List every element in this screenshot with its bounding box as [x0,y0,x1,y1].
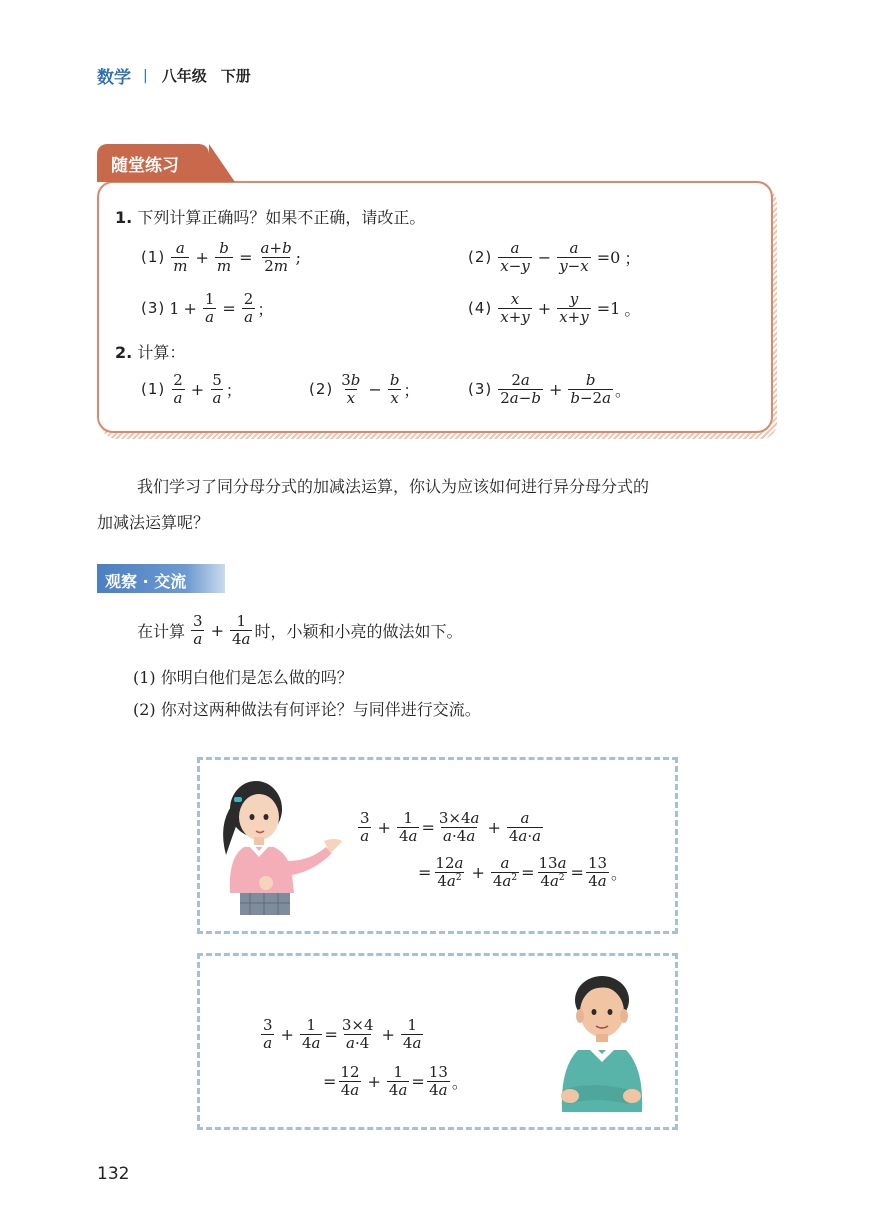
q1-item-4-end: 。 [624,299,641,319]
q1-item-3-label: (3) [141,299,166,317]
q2-item-2-end: ； [403,380,420,400]
subject-label: 数学 [97,68,131,88]
q1-item-1-label: (1) [141,248,166,266]
question-2-number: 2. [115,343,133,362]
volume-label: 下册 [220,67,251,85]
grade-label: 八年级 [161,67,207,85]
fraction: $\frac{1}{4a}$ [231,612,251,648]
observe-intro-post: 时，小颖和小亮的做法如下。 [254,621,463,641]
q2-item-3-label: (3) [468,380,493,398]
fraction: $\frac{b}{m}$ [216,239,232,275]
running-header [97,63,251,88]
fraction: $\frac{12}{4a}$ [340,1063,360,1099]
fraction: $\frac{13}{4a}$ [587,854,608,890]
paragraph-line-2: 加减法运算呢？ [97,513,210,532]
fraction: $\frac{a}{m}$ [173,239,188,275]
observe-intro-pre: 在计算 [137,621,186,641]
girl-solution-line-2: = $\frac{12a}{4a^2}$ + $\frac{a}{4a^2}$ = $\frac{13a}{4a^2}$ = $\frac{13}{4a}$ 。 [418,854,628,890]
question-1-number: 1. [115,208,133,227]
q2-item-3: (3) $\frac{2a}{2a-b}$ + $\frac{b}{b-2a}$ 。 [468,371,632,407]
q1-item-2-end: ； [624,248,641,268]
fraction: $\frac{y}{x+y}$ [559,290,589,326]
fraction: $\frac{13}{4a}$ [428,1063,448,1099]
boy-solution-line-2: = $\frac{12}{4a}$ + $\frac{1}{4a}$ = $\frac{13}{4a}$ 。 [323,1063,468,1099]
q2-item-2-label: (2) [309,380,334,398]
boy-solution-line-1: $\frac{3}{a}$ + $\frac{1}{4a}$ = $\frac{3\times 4}{a\cdot 4}$ + $\frac{1}{4a}$ [263,1016,422,1052]
observe-question-1: (1) 你明白他们是怎么做的吗？ [133,668,353,687]
q2-item-3-end: 。 [615,380,632,400]
q1-item-4: (4) $\frac{x}{x+y}$ + $\frac{y}{x+y}$ =1 。 [468,290,641,326]
fraction: $\frac{13a}{4a^2}$ [538,854,567,890]
question-2-text: 计算： [137,343,186,362]
q2-item-2: (2) $\frac{3b}{x}$ − $\frac{b}{x}$ ； [309,371,420,407]
fraction: $\frac{3}{a}$ [193,612,203,648]
fraction: $\frac{5}{a}$ [212,371,222,407]
question-1 [115,205,425,228]
fraction: $\frac{3}{a}$ [263,1016,273,1052]
fraction: $\frac{12a}{4a^2}$ [435,854,464,890]
q1-item-2-label: (2) [468,248,493,266]
q1-item-4-label: (4) [468,299,493,317]
fraction: $\frac{a}{4a^2}$ [492,854,518,890]
fraction: $\frac{3b}{x}$ [341,371,361,407]
q2-item-1: (1) $\frac{2}{a}$ + $\frac{5}{a}$ ； [141,371,242,407]
fraction: $\frac{2}{a}$ [173,371,183,407]
q1-item-2: (2) $\frac{a}{x-y}$ − $\frac{a}{y-x}$ =0 ； [468,239,641,275]
q1-item-3-end: ； [257,299,274,319]
page-number: 132 [97,1164,130,1184]
fraction: $\frac{a}{y-x}$ [559,239,589,275]
q1-item-3: (3) 1 + $\frac{1}{a}$ = $\frac{2}{a}$ ； [141,290,274,326]
q1-item-1: (1) $\frac{a}{m}$ + $\frac{b}{m}$ = $\frac{a+b}{2m}$ ; [141,239,302,275]
q2-item-1-label: (1) [141,380,166,398]
question-1-text: 下列计算正确吗？如果不正确，请改正。 [137,208,426,227]
fraction: $\frac{1}{a}$ [204,290,215,326]
q2-item-1-end: ； [225,380,242,400]
q1-item-1-end: ; [295,247,302,267]
observe-banner: 观察 · 交流 [97,564,225,593]
practice-tab: 随堂练习 [97,144,209,182]
fraction: $\frac{a}{4a\cdot a}$ [508,809,542,845]
boy-illustration [550,972,650,1120]
girl-illustration [214,775,344,920]
paragraph-line-1: 我们学习了同分母分式的加减法运算，你认为应该如何进行异分母分式的 [137,477,650,496]
fraction: $\frac{3\times 4a}{a\cdot 4a}$ [438,809,480,845]
fraction: $\frac{b}{x}$ [389,371,400,407]
fraction: $\frac{3}{a}$ [360,809,370,845]
header-separator: | [143,67,148,84]
observe-question-2: (2) 你对这两种做法有何评论？与同伴进行交流。 [133,700,481,719]
fraction: $\frac{1}{4a}$ [398,809,418,845]
observe-intro: 在计算 $\frac{3}{a}$ + $\frac{1}{4a}$ 时，小颖和小亮的做法如下。 [137,612,463,648]
fraction: $\frac{x}{x+y}$ [500,290,530,326]
girl-solution-line-1: $\frac{3}{a}$ + $\frac{1}{4a}$ = $\frac{3\times 4a}{a\cdot 4a}$ + $\frac{a}{4a\cdot a}$ [360,809,542,845]
question-2 [115,340,185,363]
fraction: $\frac{3\times 4}{a\cdot 4}$ [341,1016,374,1052]
fraction: $\frac{1}{4a}$ [402,1016,422,1052]
fraction: $\frac{1}{4a}$ [301,1016,321,1052]
fraction: $\frac{a}{x-y}$ [500,239,530,275]
fraction: $\frac{1}{4a}$ [388,1063,408,1099]
fraction: $\frac{a+b}{2m}$ [260,239,292,275]
fraction: $\frac{2a}{2a-b}$ [500,371,541,407]
fraction: $\frac{b}{b-2a}$ [570,371,612,407]
fraction: $\frac{2}{a}$ [243,290,254,326]
